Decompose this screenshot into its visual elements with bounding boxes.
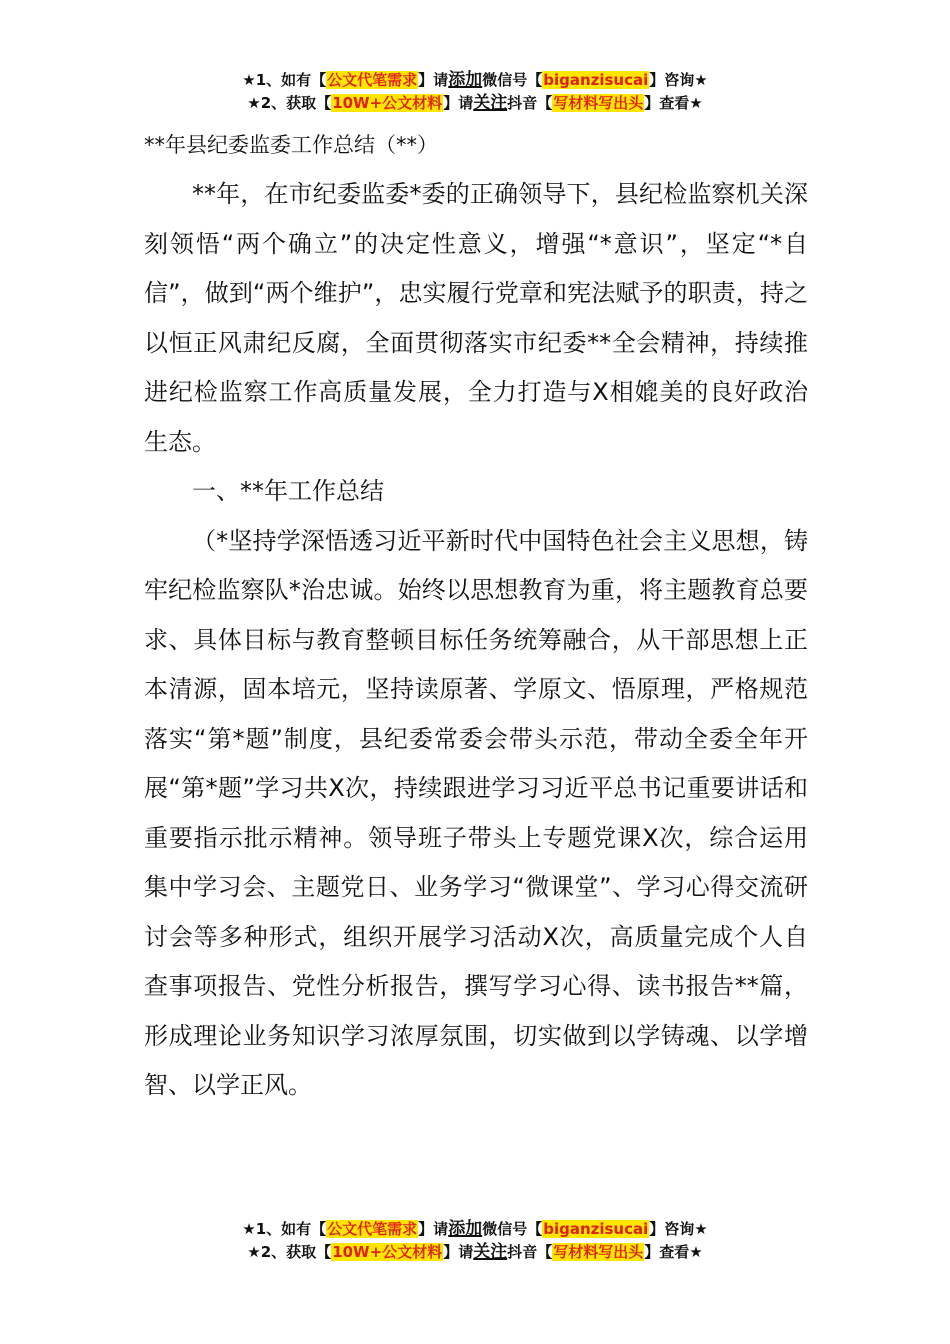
- promo-text-emphasis: 关注: [473, 93, 508, 113]
- promo-text: 】请: [443, 94, 474, 112]
- promo-text: 抖音【: [507, 94, 553, 112]
- promo-text: 】请: [418, 71, 449, 89]
- highlight-service: 公文代笔需求: [327, 1220, 418, 1238]
- promo-text-emphasis: 添加: [448, 1219, 483, 1239]
- highlight-materials: 10W+公文材料: [332, 94, 443, 112]
- promo-text: 】咨询★: [649, 1220, 708, 1238]
- promo-banner-bottom: [0, 1218, 950, 1264]
- promo-line-1: [0, 1218, 950, 1241]
- star-icon: ★: [247, 94, 261, 112]
- paragraph-intro: **年，在市纪委监委*委的正确领导下，县纪检监察机关深刻领悟“两个确立”的决定性意义，增强“*意识”，坚定“*自信”，做到“两个维护”，忠实履行党章和宪法赋予的职责，持之以恒正风肃纪反腐，全面贯彻落实市纪委**全会精神，持续推进纪检监察工作高质量发展，全力打造与X相媲美的良好政治生态。: [144, 180, 808, 456]
- promo-line-1: [0, 69, 950, 92]
- highlight-douyin: 写材料写出头: [553, 1243, 644, 1261]
- promo-line-2: [0, 92, 950, 115]
- promo-text: 抖音【: [507, 1243, 553, 1261]
- promo-text: 】查看★: [644, 94, 703, 112]
- promo-text-emphasis: 添加: [448, 70, 483, 90]
- promo-text: 1、如有【: [255, 1220, 327, 1238]
- promo-text: 微信号【: [482, 1220, 543, 1238]
- promo-text: 微信号【: [482, 71, 543, 89]
- promo-text: 1、如有【: [255, 71, 327, 89]
- star-icon: ★: [242, 71, 256, 89]
- promo-text: 2、获取【: [260, 1243, 332, 1261]
- section-heading: 一、**年工作总结: [192, 477, 384, 505]
- highlight-wechat-id: biganzisucai: [543, 71, 649, 89]
- paragraph-section-1: （*坚持学深悟透习近平新时代中国特色社会主义思想，铸牢纪检监察队*治忠诚。始终以思想教育为重，将主题教育总要求、具体目标与教育整顿目标任务统筹融合，从干部思想上正本清源，固本培元，坚持读原著、学原文、悟原理，严格规范落实“第*题”制度，县纪委常委会带头示范，带动全委全年开展“第*题”学习共X次，持续跟进学习习近平总书记重要讲话和重要指示批示精神。领导班子带头上专题党课X次，综合运用集中学习会、主题党日、业务学习“微课堂”、学习心得交流研讨会等多种形式，组织开展学习活动X次，高质量完成个人自查事项报告、党性分析报告，撰写学习心得、读书报告**篇，形成理论业务知识学习浓厚氛围，切实做到以学铸魂、以学增智、以学正风。: [144, 526, 808, 1099]
- promo-banner-top: [0, 69, 950, 115]
- promo-text: 2、获取【: [260, 94, 332, 112]
- promo-text: 】咨询★: [649, 71, 708, 89]
- promo-text-emphasis: 关注: [473, 1242, 508, 1262]
- highlight-douyin: 写材料写出头: [553, 94, 644, 112]
- document-body: [144, 170, 808, 1111]
- promo-line-2: [0, 1241, 950, 1264]
- star-icon: ★: [247, 1243, 261, 1261]
- star-icon: ★: [242, 1220, 256, 1238]
- promo-text: 】请: [443, 1243, 474, 1261]
- promo-text: 】请: [418, 1220, 449, 1238]
- highlight-service: 公文代笔需求: [327, 71, 418, 89]
- highlight-wechat-id: biganzisucai: [543, 1220, 649, 1238]
- document-title: **年县纪委监委工作总结（**）: [144, 133, 438, 157]
- highlight-materials: 10W+公文材料: [332, 1243, 443, 1261]
- promo-text: 】查看★: [644, 1243, 703, 1261]
